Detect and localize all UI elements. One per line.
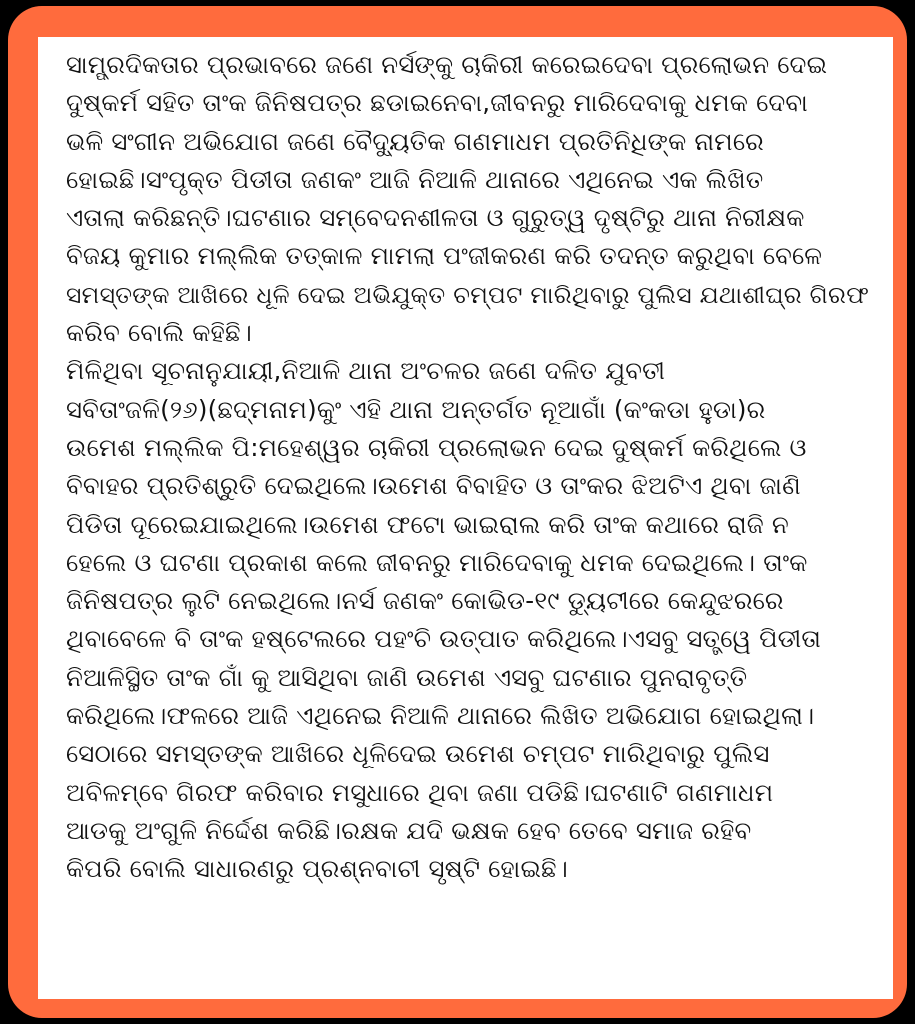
text-line: କରିଥିଲେ।ଫଳରେ ଆଜି ଏଥିନେଇ ନିଆଳି ଥାନାରେ ଲିଖିତ ଅଭିଯୋଗ ହୋଇଥିଲା। [66,701,815,731]
text-line: ଉମେଶ ମଲ୍ଲିକ ପି:ମହେଶ୍ୱର ଚାକିରୀ ପ୍ରଲୋଭନ ଦେଇ ଦୁଷ୍କର୍ମ କରିଥିଲେ ଓ [66,432,807,462]
text-line: ହୋଇଛି।ସଂପୃକ୍ତ ପିଡୀତା ଜଣକଂ ଆଜି ନିଆଳି ଥାନାରେ ଏଥିନେଇ ଏକ ଲିଖିତ [66,164,764,194]
orange-border-frame [8,6,907,1018]
text-line: ଥିବାବେଳେ ବି ତାଂକ ହଷ୍ଟେଲରେ ପହଂଚି ଉତ୍ପାତ କରିଥିଲେ।ଏସବୁ ସତ୍ତ୍ୱେ ପିଡୀତା [66,624,822,654]
text-line: ଆଡକୁ ଅଂଗୁଳି ନିର୍ଦ୍ଦେଶ କରିଛି।ରକ୍ଷକ ଯଦି ଭକ୍ଷକ ହେବ ତେବେ ସମାଜ ରହିବ [66,815,752,845]
text-line: ପିଡିତା ଦୂରେଇଯାଇଥିଲେ।ଉମେଶ ଫଟୋ ଭାଇରାଲ କରି ତାଂକ କଥାରେ ରାଜି ନ [66,509,789,539]
text-line: ସାମ୍ପ୍ରଦିକତାର ପ୍ରଭାବରେ ଜଣେ ନର୍ସଙ୍କୁ ଚାକିରୀ କରେଇଦେବା ପ୍ରଲୋଭନ ଦେଇ [66,50,828,79]
text-line: ହେଲେ ଓ ଘଟଣା ପ୍ରକାଶ କଲେ ଜୀବନରୁ ମାରିଦେବାକୁ ଧମକ ଦେଇଥିଲେ। ତାଂକ [66,547,808,577]
paragraph-1 [66,46,869,352]
text-line: କିପରି ବୋଲି ସାଧାରଣରୁ ପ୍ରଶ୍ନବାଚୀ ସୃଷ୍ଟି ହୋଇଛି। [66,854,569,884]
text-line: ଅବିଳମ୍ବେ ଗିରଫ କରିବାର ମସୁଧାରେ ଥିବା ଜଣା ପଡିଛି।ଘଟଣାଟି ଗଣମାଧମ [66,777,774,807]
document-page [38,37,893,999]
text-line: ଦୁଷ୍କର୍ମ ସହିତ ତାଂକ ଜିନିଷପତ୍ର ଛଡାଇନେବା,ଜୀବନରୁ ମାରିଦେବାକୁ ଧମକ ଦେବା [66,88,808,118]
text-line: ଏତାଲା କରିଛନ୍ତି।ଘଟଣାର ସମ୍ବେଦନଶୀଳତା ଓ ଗୁରୁତ୍ୱ ଦୃଷ୍ଟିରୁ ଥାନା ନିରୀକ୍ଷକ [66,203,805,233]
text-line: ବିବାହର ପ୍ରତିଶ୍ରୁତି ଦେଇଥିଲେ।ଉମେଶ ବିବାହିତ ଓ ତାଂକର ଝିଅଟିଏ ଥିବା ଜାଣି [66,471,801,501]
text-line: ଜିନିଷପତ୍ର ଲୁଟି ନେଇଥିଲେ।ନର୍ସ ଜଣକଂ କୋଭିଡ-୧୯ ଡ୍ୟୁଟୀରେ କେନ୍ଦୁଝରରେ [66,586,784,616]
text-line: ସେଠାରେ ସମସ୍ତଙ୍କ ଆଖିରେ ଧୂଳିଦେଇ ଉମେଶ ଚମ୍ପଟ ମାରିଥିବାରୁ ପୁଲିସ [66,739,770,769]
text-line: ସମସ୍ତଙ୍କ ଆଖିରେ ଧୂଳି ଦେଇ ଅଭିଯୁକ୍ତ ଚମ୍ପଟ ମାରିଥିବାରୁ ପୁଲିସ ଯଥାଶୀଘ୍ର ଗିରଫ [66,280,870,309]
text-line: ସବିତାଂଜଳି(୨୬)(ଛଦ୍ମନାମ)କୁଂ ଏହି ଥାନା ଅନ୍ତର୍ଗତ ନୂଆଗାଁ (କଂକଡା ହୁଡା)ର [66,394,766,424]
text-line: ମିଳିଥିବା ସୂଚନାନୁଯାୟୀ,ନିଆଳି ଥାନା ଅଂଚଳର ଜଣେ ଦଳିତ ଯୁବତୀ [66,356,666,386]
text-line: ନିଆଳିସ୍ଥିତ ତାଂକ ଗାଁ କୁ ଆସିଥିବା ଜାଣି ଉମେଶ ଏସବୁ ଘଟଣାର ପୁନରାବୃତ୍ତି [66,662,748,692]
paragraph-2 [66,352,869,888]
text-line: ବିଜୟ କୁମାର ମଲ୍ଲିକ ତତ୍କାଳ ମାମଲା ପଂଜୀକରଣ କରି ତଦନ୍ତ କରୁଥିବା ବେଳେ [66,241,823,271]
text-line: କରିବ ବୋଲି କହିଛି। [66,318,252,348]
text-line: ଭଳି ସଂଗୀନ ଅଭିଯୋଗ ଜଣେ ବୈଦ୍ୟୁତିକ ଗଣମାଧମ ପ୍ରତିନିଧିଙ୍କ ନାମରେ [66,126,764,156]
